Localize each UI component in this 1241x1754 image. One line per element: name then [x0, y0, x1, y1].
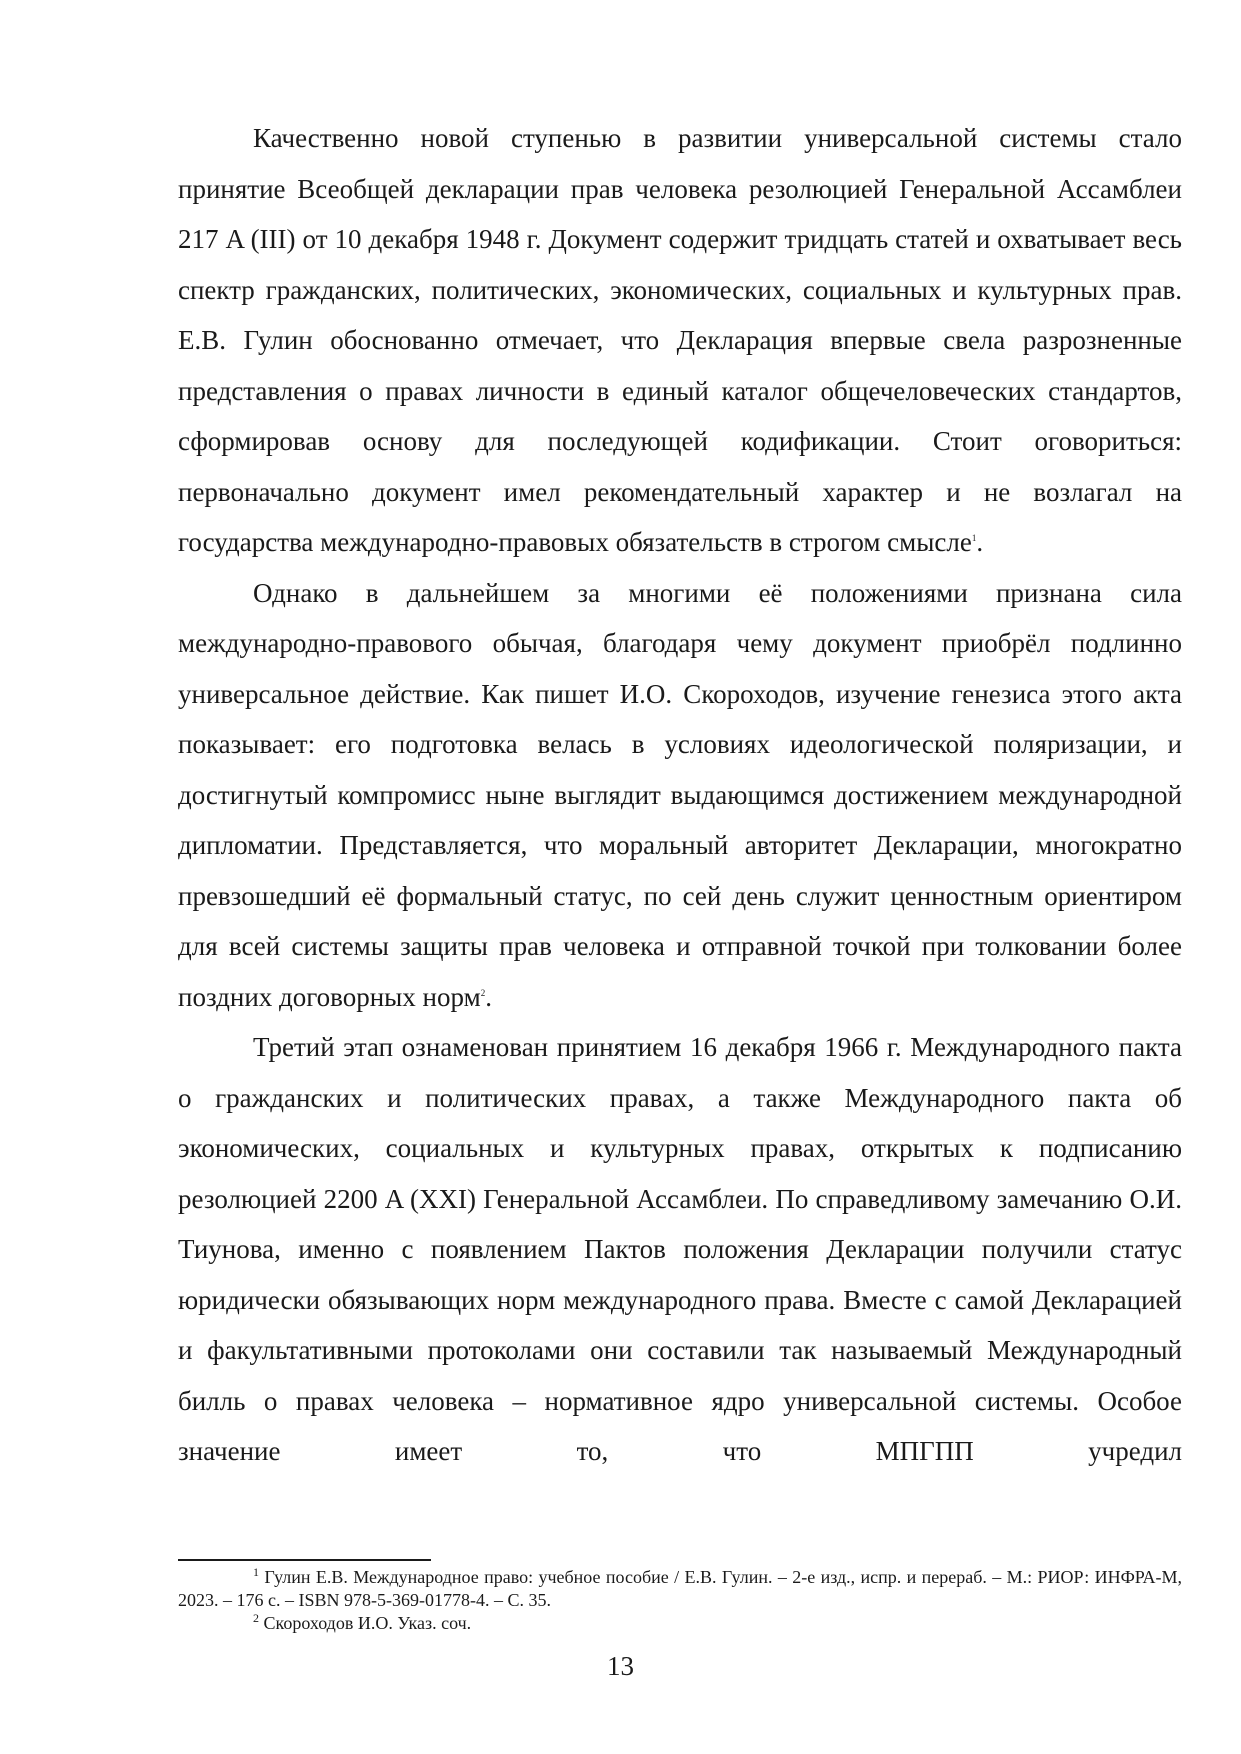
- paragraph-text: Третий этап ознаменован принятием 16 декабря 1966 г. Международного пакта о гражданских и политических правах, а также Международного пакта об экономических, социальных и культурных правах, открытых к подписанию резолюцией 2200 A (XXI) Генеральной Ассамблеи. По справедливому замечанию О.И. Тиунова, именно с появлением Пактов положения Декларации получили статус юридически обязывающих норм международного права. Вместе с самой Декларацией и факультативными протоколами они составили так называемый Международный билль о правах человека – нормативное ядро универсальной системы. Особое значение имеет то, что МПГПП учредил: [178, 1032, 1182, 1466]
- paragraph-text: Однако в дальнейшем за многими её положениями признана сила международно-правового обычая, благодаря чему документ приобрёл подлинно универсальное действие. Как пишет И.О. Скороходов, изучение генезиса этого акта показывает: его подготовка велась в условиях идеологической поляризации, и достигнутый компромисс ныне выглядит выдающимся достижением международной дипломатии. Представляется, что моральный авторитет Декларации, многократно превзошедший её формальный статус, по сей день служит ценностным ориентиром для всей системы защиты прав человека и отправной точкой при толковании более поздних договорных норм: [178, 577, 1182, 1012]
- footnotes: [178, 1566, 1182, 1635]
- body-text: [178, 113, 1182, 1477]
- footnote-number: 1: [253, 1565, 259, 1579]
- footnote-number: 2: [253, 1611, 259, 1625]
- paragraph-tail: .: [485, 981, 492, 1012]
- paragraph-2: [178, 568, 1182, 1023]
- footnote-text: Гулин Е.В. Международное право: учебное пособие / Е.В. Гулин. – 2-е изд., испр. и перераб. – М.: РИОР: ИНФРА-М, 2023. – 176 с. – ISBN 978-5-369-01778-4. – С. 35.: [178, 1567, 1183, 1610]
- footnote-1: [178, 1566, 1182, 1612]
- footnote-2: [178, 1612, 1182, 1635]
- page-number: 13: [607, 1651, 634, 1681]
- paragraph-3: [178, 1022, 1182, 1477]
- paragraph-text: Качественно новой ступенью в развитии универсальной системы стало принятие Всеобщей декларации прав человека резолюцией Генеральной Ассамблеи 217 A (III) от 10 декабря 1948 г. Документ содержит тридцать статей и охватывает весь спектр гражданских, политических, экономических, социальных и культурных прав. Е.В. Гулин обоснованно отмечает, что Декларация впервые свела разрозненные представления о правах личности в единый каталог общечеловеческих стандартов, сформировав основу для последующей кодификации. Стоит оговориться: первоначально документ имел рекомендательный характер и не возлагал на государства международно-правовых обязательств в строгом смысле: [178, 123, 1182, 557]
- footnote-ref-2[interactable]: 2: [480, 987, 486, 998]
- footnote-separator: [178, 1559, 431, 1561]
- paragraph-tail: .: [976, 527, 984, 557]
- footnote-text: Скороходов И.О. Указ. соч.: [263, 1613, 472, 1633]
- footnote-ref-1[interactable]: 1: [971, 533, 977, 543]
- paragraph-1: [178, 113, 1182, 568]
